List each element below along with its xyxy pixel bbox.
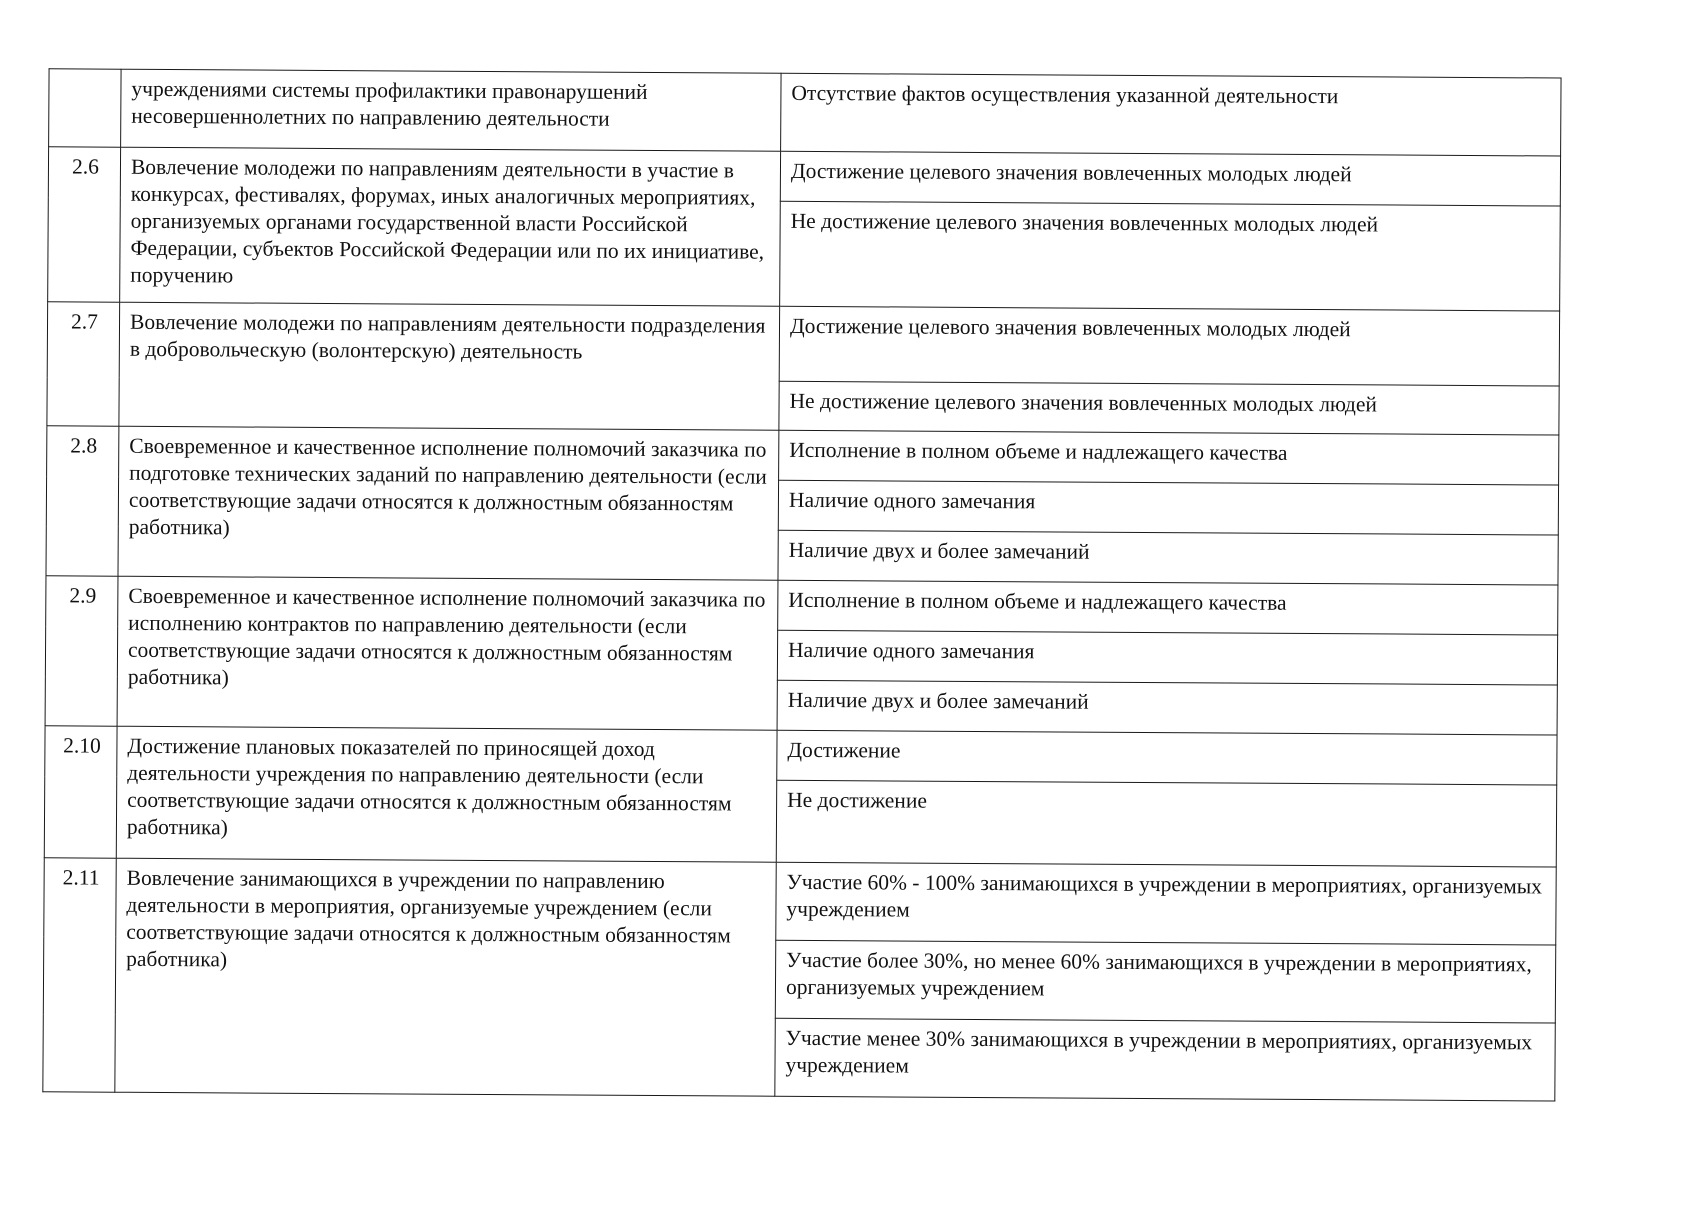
table-row <box>44 858 1556 945</box>
criterion-cell: учреждениями системы профилактики правонарушений несовершеннолетних по направлению деятельности <box>121 69 781 151</box>
result-cell: Достижение целевого значения вовлеченных молодых людей <box>779 306 1559 386</box>
result-cell: Достижение целевого значения вовлеченных молодых людей <box>780 151 1560 206</box>
table-row <box>49 69 1561 156</box>
criterion-cell: Вовлечение занимающихся в учреждении по направлению деятельности в мероприятия, организуемые учреждением (если соответствующие задачи относятся к должностным обязанностям работника) <box>115 858 776 1096</box>
criterion-cell: Своевременное и качественное исполнение полномочий заказчика по подготовке технических заданий по направлению деятельности (если соответствующие задачи относятся к должностным обязанностям работника) <box>118 426 779 580</box>
result-cell: Наличие одного замечания <box>777 630 1557 685</box>
row-number: 2.11 <box>43 858 116 1092</box>
criteria-table <box>42 68 1561 1101</box>
row-number: 2.9 <box>45 576 118 726</box>
result-cell: Достижение <box>777 730 1557 785</box>
table-row <box>46 576 1558 635</box>
result-cell: Не достижение целевого значения вовлеченных молодых людей <box>779 381 1559 435</box>
result-cell: Наличие двух и более замечаний <box>778 530 1558 585</box>
table-row <box>47 302 1559 386</box>
result-cell: Участие более 30%, но менее 60% занимающихся в учреждении в мероприятиях, организуемых учреждением <box>775 940 1555 1023</box>
row-number: 2.7 <box>47 302 120 426</box>
row-number: 2.10 <box>44 726 117 858</box>
table-row <box>45 726 1557 785</box>
result-cell: Исполнение в полном объеме и надлежащего качества <box>778 580 1558 635</box>
result-cell: Отсутствие фактов осуществления указанной деятельности <box>781 73 1561 156</box>
result-cell: Не достижение целевого значения вовлеченных молодых людей <box>780 201 1561 311</box>
criterion-cell: Вовлечение молодежи по направлениям деятельности подразделения в добровольческую (волонтерскую) деятельность <box>119 302 780 430</box>
result-cell: Участие 60% - 100% занимающихся в учреждении в мероприятиях, организуемых учреждением <box>776 862 1556 945</box>
row-number: 2.6 <box>48 147 121 302</box>
result-cell: Не достижение <box>776 780 1556 867</box>
table-row <box>47 426 1559 485</box>
row-number <box>49 69 121 147</box>
criterion-cell: Своевременное и качественное исполнение полномочий заказчика по исполнению контрактов по направлению деятельности (если соответствующие задачи относятся к должностным обязанностям работника) <box>117 576 778 730</box>
criterion-cell: Достижение плановых показателей по приносящей доход деятельности учреждения по направлению деятельности (если соответствующие задачи относятся к должностным обязанностям работника) <box>116 726 777 862</box>
result-cell: Наличие одного замечания <box>778 480 1558 535</box>
table-row <box>48 147 1560 206</box>
row-number: 2.8 <box>46 426 119 576</box>
result-cell: Наличие двух и более замечаний <box>777 680 1557 735</box>
result-cell: Исполнение в полном объеме и надлежащего качества <box>779 430 1559 485</box>
result-cell: Участие менее 30% занимающихся в учреждении в мероприятиях, организуемых учреждением <box>775 1018 1555 1101</box>
criterion-cell: Вовлечение молодежи по направлениям деятельности в участие в конкурсах, фестивалях, форумах, иных аналогичных мероприятиях, организуемых органами государственной власти Российской Федерации, субъектов Российской Федерации или по их инициативе, поручению <box>120 147 781 306</box>
